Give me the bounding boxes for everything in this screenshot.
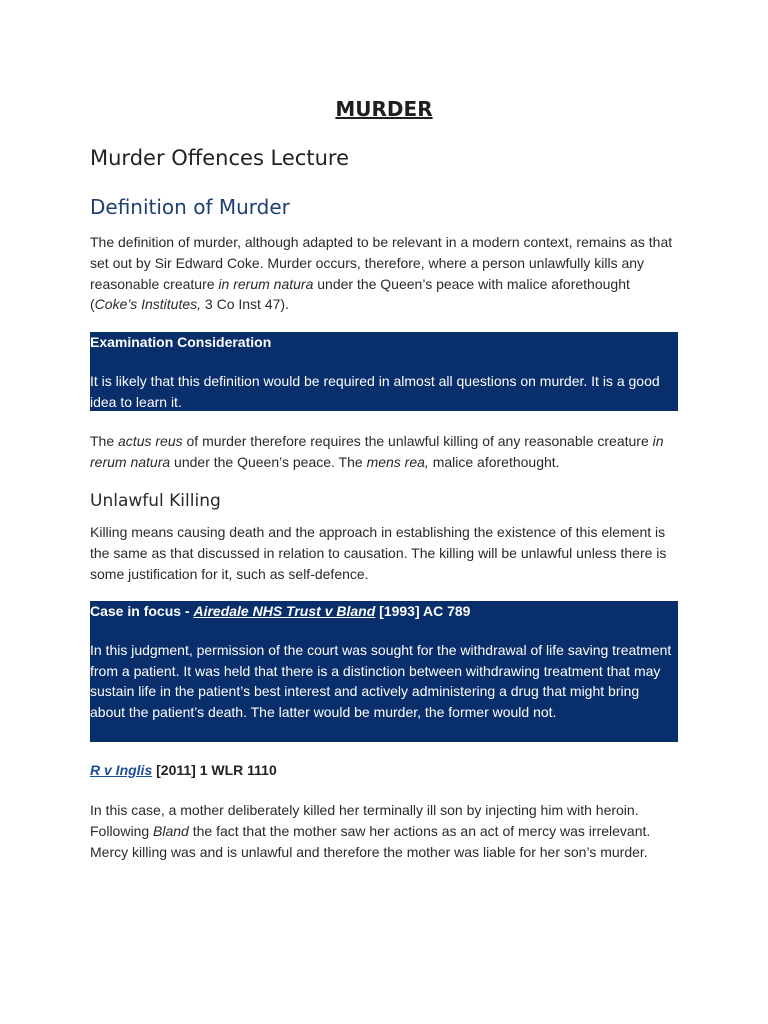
actus-text-2: of murder therefore requires the unlawful killing of any reasonable creature xyxy=(182,433,653,449)
actus-reus-paragraph xyxy=(90,431,680,473)
inglis-case-reference xyxy=(90,762,277,778)
inglis-case-link[interactable]: R v Inglis xyxy=(90,762,153,778)
definition-text-1: The definition of murder, although adapted to be relevant in a modern context, remains as that set out by Sir Edward Coke. Murder occurs, therefore, where a person unlawfully kills any reasonable creature xyxy=(90,234,673,292)
inglis-citation: [2011] 1 WLR 1110 xyxy=(152,762,277,778)
case-box-body: In this judgment, permission of the court was sought for the withdrawal of life saving treatment from a patient. It was held that there is a distinction between withdrawing treatment that may sustain life in the patient’s best interest and actively administering a drug that might bring about the patient’s death. The latter would be murder, the former would not. xyxy=(90,641,672,721)
actus-italic-1: actus reus xyxy=(118,433,183,449)
definition-text-3: 3 Co Inst 47). xyxy=(201,296,289,313)
case-in-focus-box xyxy=(90,601,678,742)
examination-consideration-box xyxy=(90,332,678,411)
actus-italic-2: in rerum natura xyxy=(90,433,664,470)
bland-case-link[interactable]: Airedale NHS Trust v Bland xyxy=(193,603,376,619)
subheading-unlawful-killing: Unlawful Killing xyxy=(90,491,221,511)
document-title: MURDER xyxy=(335,97,433,121)
inglis-text-1: In this case, a mother deliberately killed her terminally ill son by injecting him with heroin. Following xyxy=(90,802,639,839)
inglis-paragraph xyxy=(90,800,680,862)
definition-text-2: under the Queen’s peace with malice aforethought ( xyxy=(90,275,630,313)
exam-box-body: It is likely that this definition would be required in almost all questions on murder. It is a good idea to learn it. xyxy=(90,372,660,410)
actus-text-4: malice aforethought. xyxy=(428,453,560,470)
lecture-heading: Murder Offences Lecture xyxy=(90,146,349,170)
inglis-italic: Bland xyxy=(153,822,189,839)
definition-italic-2: Coke’s Institutes, xyxy=(94,296,202,313)
case-box-label: Case in focus - xyxy=(90,603,194,619)
actus-text-1: The xyxy=(90,433,119,449)
actus-italic-3: mens rea, xyxy=(366,453,429,470)
exam-box-heading: Examination Consideration xyxy=(90,334,272,350)
definition-paragraph xyxy=(90,232,680,315)
case-box-heading xyxy=(90,601,678,622)
bland-citation: [1993] AC 789 xyxy=(375,603,471,619)
definition-italic-1: in rerum natura xyxy=(218,275,314,292)
section-heading-definition: Definition of Murder xyxy=(90,195,290,219)
inglis-text-2: the fact that the mother saw her actions as an act of mercy was irrelevant. Mercy killing was and is unlawful and therefore the mother was liable for her son’s murder. xyxy=(90,822,651,860)
actus-text-3: under the Queen’s peace. The xyxy=(170,453,367,470)
killing-paragraph: Killing means causing death and the approach in establishing the existence of this element is the same as that discussed in relation to causation. The killing will be unlawful unless there is some justification for it, such as self-defence. xyxy=(90,524,667,582)
